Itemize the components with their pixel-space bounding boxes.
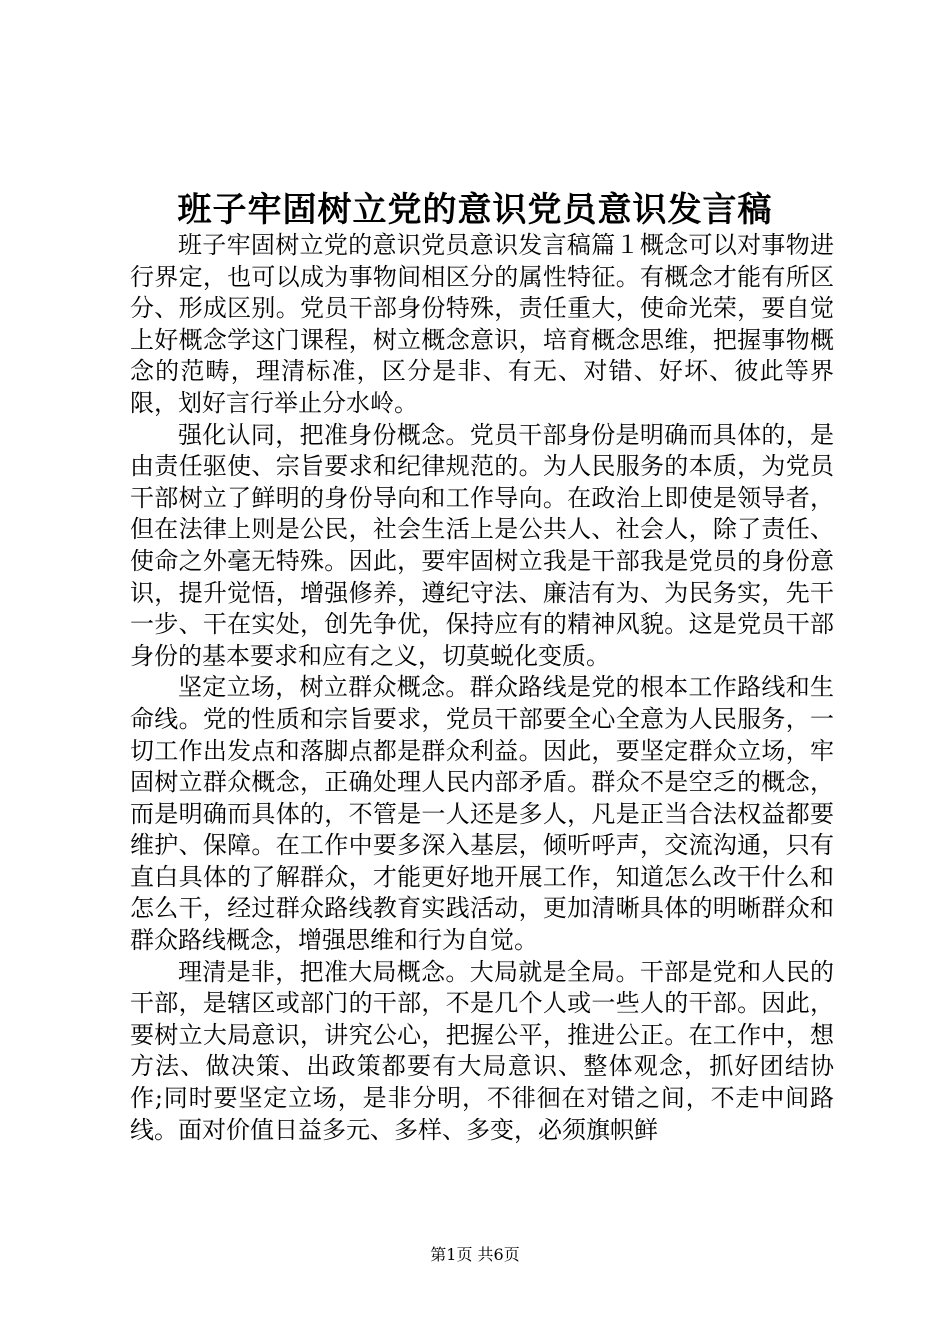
paragraph: 班子牢固树立党的意识党员意识发言稿篇１概念可以对事物进行界定，也可以成为事物间相区分的属性特征。有概念才能有所区分、形成区别。党员干部身份特殊，责任重大，使命光荣，要自觉上好概念学这门课程，树立概念意识，培育概念思维，把握事物概念的范畴，理清标准，区分是非、有无、对错、好坏、彼此等界限，划好言行举止分水岭。 xyxy=(130,231,834,417)
document-body xyxy=(130,230,834,1146)
page-footer: 第1页 共6页 xyxy=(430,1245,520,1264)
document-title: 班子牢固树立党的意识党员意识发言稿 xyxy=(177,190,773,230)
paragraph: 坚定立场，树立群众概念。群众路线是党的根本工作路线和生命线。党的性质和宗旨要求，党员干部要全心全意为人民服务，一切工作出发点和落脚点都是群众利益。因此，要坚定群众立场，牢固树立群众概念，正确处理人民内部矛盾。群众不是空乏的概念，而是明确而具体的，不管是一人还是多人，凡是正当合法权益都要维护、保障。在工作中要多深入基层，倾听呼声，交流沟通，只有直白具体的了解群众，才能更好地开展工作，知道怎么改干什么和怎么干，经过群众路线教育实践活动，更加清晰具体的明晰群众和群众路线概念，增强思维和行为自觉。 xyxy=(130,673,834,955)
paragraph: 理清是非，把准大局概念。大局就是全局。干部是党和人民的干部，是辖区或部门的干部，不是几个人或一些人的干部。因此，要树立大局意识，讲究公心，把握公平，推进公正。在工作中，想方法、做决策、出政策都要有大局意识、整体观念，抓好团结协作;同时要坚定立场，是非分明，不徘徊在对错之间，不走中间路线。面对价值日益多元、多样、多变，必须旗帜鲜 xyxy=(130,957,834,1144)
paragraph: 强化认同，把准身份概念。党员干部身份是明确而具体的，是由责任驱使、宗旨要求和纪律规范的。为人民服务的本质，为党员干部树立了鲜明的身份导向和工作导向。在政治上即使是领导者，但在法律上则是公民，社会生活上是公共人、社会人，除了责任、使命之外毫无特殊。因此，要牢固树立我是干部我是党员的身份意识，提升觉悟，增强修养，遵纪守法、廉洁有为、为民务实，先干一步、干在实处，创先争优，保持应有的精神风貌。这是党员干部身份的基本要求和应有之义，切莫蜕化变质。 xyxy=(130,420,834,670)
